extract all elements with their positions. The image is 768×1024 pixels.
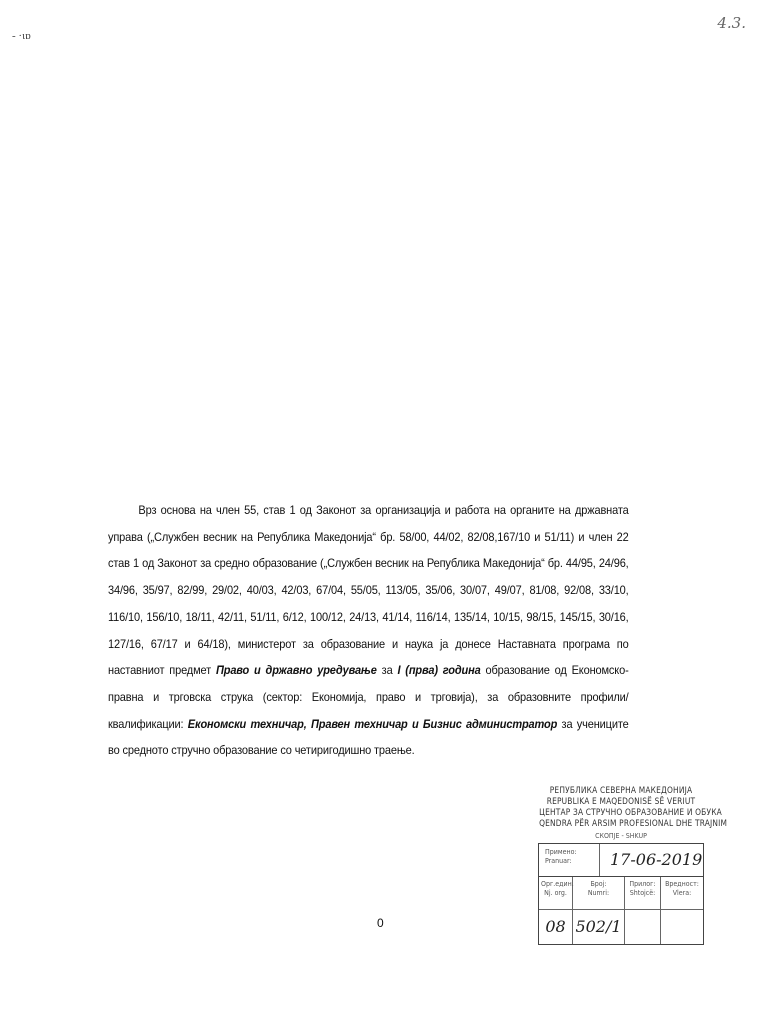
corner-mark: - ·ɩɒ <box>12 30 31 42</box>
stamp-grid <box>539 877 703 944</box>
number-label: Број: Numri: <box>573 877 625 910</box>
value-label: Вредност: Vlera: <box>661 877 703 910</box>
received-label: Примено: Pranuar: <box>539 844 600 876</box>
body-text <box>108 498 629 765</box>
stamp-box <box>538 843 704 945</box>
received-date: 17-06-2019 <box>610 850 703 869</box>
stamp-received-row <box>539 844 703 877</box>
stamp-city: СКОПЈЕ - SHKUP <box>595 832 647 840</box>
page-number: 0 <box>377 916 384 930</box>
decision-paragraph: Врз основа на член 55, став 1 од Законот за организација и работа на органите на државната управа („Службен весник на Република Македонија“ бр. 58/00, 44/02, 82/08,167/10 и 51/11) и член 22 став 1 од Законот за средно образование („Службен весник на Република Македонија“ бр. 44/95, 24/96, 34/96, 35/97, 82/99, 29/02, 40/03, 42/03, 67/04, 55/05, 113/05, 35/06, 30/07, 49/07, 81/08, 92/08, 33/10, 116/10, 156/10, 18/11, 42/11, 51/11, 6/12, 100/12, 24/13, 41/14, 116/14, 135/14, 10/15, 98/15, 145/15, 30/16, 127/16, 67/17 и 64/18), министерот за образование и наука ја донесе Наставната програма по наставниот предмет Право и државно уредување за I (прва) година образование од Економско-правна и трговска струка (сектор: Економија, право и трговија), за образовните профили/квалификации: Економски техничар, Правен техничар и Бизнис администратор за учениците во средното стручно образование со четиригодишно траење. <box>108 504 629 758</box>
attachment-value <box>625 910 661 944</box>
stamp-line-3: ЦЕНТАР ЗА СТРУЧНО ОБРАЗОВАНИЕ И ОБУКА <box>539 808 722 818</box>
handwritten-page-mark: 4.3. <box>717 14 746 32</box>
attachment-label: Прилог: Shtojcë: <box>625 877 661 910</box>
org-unit-label: Орг.един. Nj. org. <box>539 877 573 910</box>
registration-stamp <box>532 786 728 945</box>
stamp-line-1: РЕПУБЛИКА СЕВЕРНА МАКЕДОНИЈА <box>549 786 693 796</box>
stamp-line-4: QENDRA PËR ARSIM PROFESIONAL DHE TRAJNIM <box>539 819 728 829</box>
number-value: 502/1 <box>573 910 625 944</box>
value-value <box>661 910 703 944</box>
stamp-line-2: REPUBLIKA E MAQEDONISË SË VERIUT <box>546 797 696 807</box>
org-unit-value: 08 <box>539 910 573 944</box>
